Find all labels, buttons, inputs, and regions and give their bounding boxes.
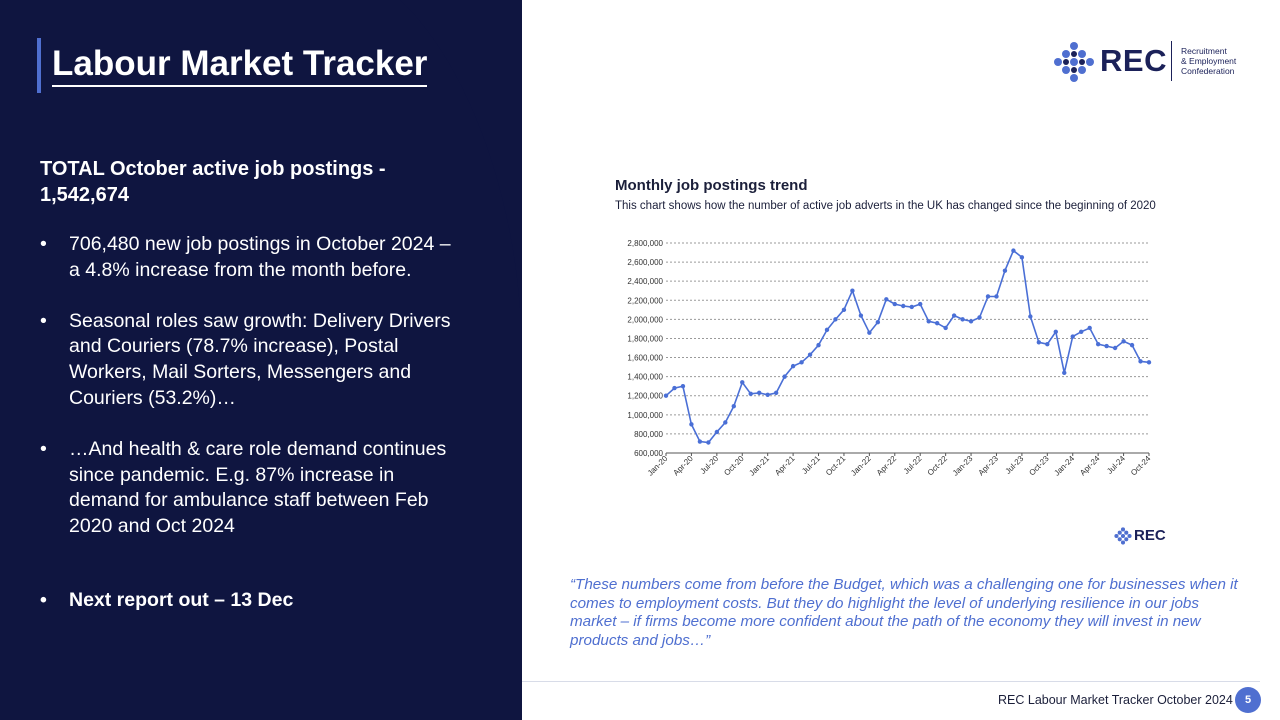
data-point	[960, 317, 964, 321]
data-point	[698, 439, 702, 443]
logo-text: REC	[1100, 43, 1167, 78]
data-point	[926, 319, 930, 323]
x-tick-label: Oct-20	[722, 454, 746, 478]
bullet-dot: •	[40, 437, 47, 460]
data-point	[1003, 268, 1007, 272]
x-tick-label: Jan-22	[849, 454, 873, 478]
x-tick-label: Oct-24	[1129, 454, 1153, 478]
data-point	[918, 302, 922, 306]
x-tick-label: Oct-21	[824, 454, 848, 478]
data-point	[867, 331, 871, 335]
bullet-list	[40, 232, 460, 614]
data-point	[901, 304, 905, 308]
data-point	[876, 320, 880, 324]
rec-small-logo	[1114, 527, 1174, 545]
rec-dots-small-icon	[1114, 527, 1132, 545]
y-tick-label: 1,200,000	[627, 391, 663, 401]
bullet-text: …And health & care role demand continues since pandemic. E.g. 87% increase in demand for ambulance staff between Feb 2020 and Oct 2024	[69, 437, 447, 538]
chart-subtitle: This chart shows how the number of active job adverts in the UK has changed since the beginning of 2020	[615, 200, 1156, 212]
data-point	[1087, 326, 1091, 330]
y-tick-label: 1,800,000	[627, 334, 663, 344]
x-tick-label: Jul-21	[800, 454, 822, 476]
data-point	[1138, 359, 1142, 363]
title-accent-bar	[37, 38, 41, 93]
quote-text: “These numbers come from before the Budget, which was a challenging one for businesses when it comes to employment costs. But they do highlight the level of underlying resilience in our jobs market – if firms become more confident about the path of the economy they will invest in new products and jobs…”	[570, 576, 1238, 649]
chart-title: Monthly job postings trend	[615, 177, 808, 194]
data-point	[689, 422, 693, 426]
x-tick-label: Jul-23	[1003, 454, 1026, 476]
x-tick-label: Oct-23	[1027, 454, 1051, 478]
y-tick-label: 1,600,000	[627, 353, 663, 363]
logo-sub-line: Recruitment	[1181, 46, 1227, 56]
y-tick-label: 2,400,000	[627, 277, 663, 287]
x-tick-label: Apr-21	[773, 454, 797, 478]
x-tick-label: Jan-20	[645, 454, 670, 478]
data-point	[1079, 330, 1083, 334]
x-tick-label: Jan-21	[747, 454, 772, 478]
x-tick-label: Jan-23	[950, 454, 975, 478]
data-point	[749, 392, 753, 396]
bullet-dot: •	[40, 233, 47, 255]
data-point	[977, 315, 981, 319]
data-point	[1028, 314, 1032, 318]
x-tick-label: Jan-24	[1052, 454, 1077, 478]
series-line	[666, 251, 1149, 443]
y-tick-label: 2,200,000	[627, 296, 663, 306]
logo-divider	[1171, 41, 1172, 81]
data-point	[1147, 360, 1151, 364]
logo-sub-line: & Employment	[1181, 56, 1237, 66]
data-point	[1113, 346, 1117, 350]
data-point	[1011, 248, 1015, 252]
y-tick-label: 2,000,000	[627, 315, 663, 325]
data-point	[910, 305, 914, 309]
data-point	[943, 326, 947, 330]
data-point	[1054, 330, 1058, 334]
data-point	[1062, 371, 1066, 375]
total-line-2: 1,542,674	[40, 184, 129, 206]
y-tick-label: 2,800,000	[627, 239, 663, 248]
data-point	[782, 374, 786, 378]
data-point	[952, 313, 956, 317]
data-point	[825, 328, 829, 332]
data-point	[1096, 342, 1100, 346]
data-point	[715, 430, 719, 434]
data-point	[672, 386, 676, 390]
bullet-dot: •	[40, 588, 47, 611]
data-point	[706, 440, 710, 444]
data-point	[893, 302, 897, 306]
data-point	[816, 343, 820, 347]
y-tick-label: 1,400,000	[627, 372, 663, 382]
slide-title: Labour Market Tracker	[52, 44, 427, 87]
data-point	[740, 380, 744, 384]
data-point	[765, 393, 769, 397]
data-point	[859, 313, 863, 317]
data-point	[833, 317, 837, 321]
footer-text: REC Labour Market Tracker October 2024	[998, 693, 1233, 707]
x-tick-label: Jul-22	[901, 454, 924, 476]
data-point	[723, 420, 727, 424]
data-point	[1121, 339, 1125, 343]
data-point	[757, 391, 761, 395]
data-point	[732, 404, 736, 408]
rec-dots-icon	[1052, 40, 1096, 84]
x-tick-label: Apr-23	[976, 454, 1000, 478]
data-point	[791, 364, 795, 368]
y-tick-label: 800,000	[634, 429, 663, 439]
x-tick-label: Apr-20	[671, 454, 695, 478]
data-point	[935, 321, 939, 325]
data-point	[664, 394, 668, 398]
data-point	[774, 391, 778, 395]
line-chart	[610, 232, 1160, 497]
total-line-1: TOTAL October active job postings -	[40, 158, 386, 180]
data-point	[1104, 344, 1108, 348]
data-point	[842, 308, 846, 312]
bullet-dot: •	[40, 309, 47, 332]
data-point	[850, 289, 854, 293]
logo-sub-line: Confederation	[1181, 66, 1235, 76]
logo-subtitle	[1181, 46, 1236, 76]
data-point	[1071, 334, 1075, 338]
bullet-text: Next report out – 13 Dec	[69, 588, 294, 611]
bullet-item	[40, 232, 460, 284]
data-point	[1020, 255, 1024, 259]
bullet-item	[40, 309, 460, 412]
data-point	[884, 297, 888, 301]
data-point	[969, 319, 973, 323]
data-point	[986, 294, 990, 298]
bullet-text: 706,480 new job postings in October 2024 – a 4.8% increase from the month before.	[69, 233, 451, 281]
x-tick-label: Oct-22	[925, 454, 950, 478]
x-tick-label: Apr-22	[874, 454, 899, 478]
bullet-item	[40, 437, 460, 540]
total-postings	[40, 156, 440, 208]
y-tick-label: 1,000,000	[627, 410, 663, 420]
rec-logo	[1052, 39, 1242, 85]
footer-divider	[522, 681, 1260, 682]
y-tick-label: 600,000	[634, 449, 663, 458]
bullet-item	[40, 588, 460, 614]
x-tick-label: Apr-24	[1078, 454, 1102, 478]
x-tick-label: Jul-20	[698, 454, 721, 476]
data-point	[1130, 343, 1134, 347]
data-point	[808, 352, 812, 356]
data-point	[681, 384, 685, 388]
data-point	[1037, 340, 1041, 344]
y-tick-label: 2,600,000	[627, 258, 663, 268]
x-tick-label: Jul-24	[1105, 454, 1127, 476]
bullet-text: Seasonal roles saw growth: Delivery Drivers and Couriers (78.7% increase), Postal Workers, Mail Sorters, Messengers and Couriers (53.2%)…	[69, 309, 451, 409]
rec-small-text: REC	[1134, 527, 1166, 544]
data-point	[994, 294, 998, 298]
page-number: 5	[1235, 687, 1261, 713]
data-point	[799, 360, 803, 364]
data-point	[1045, 342, 1049, 346]
